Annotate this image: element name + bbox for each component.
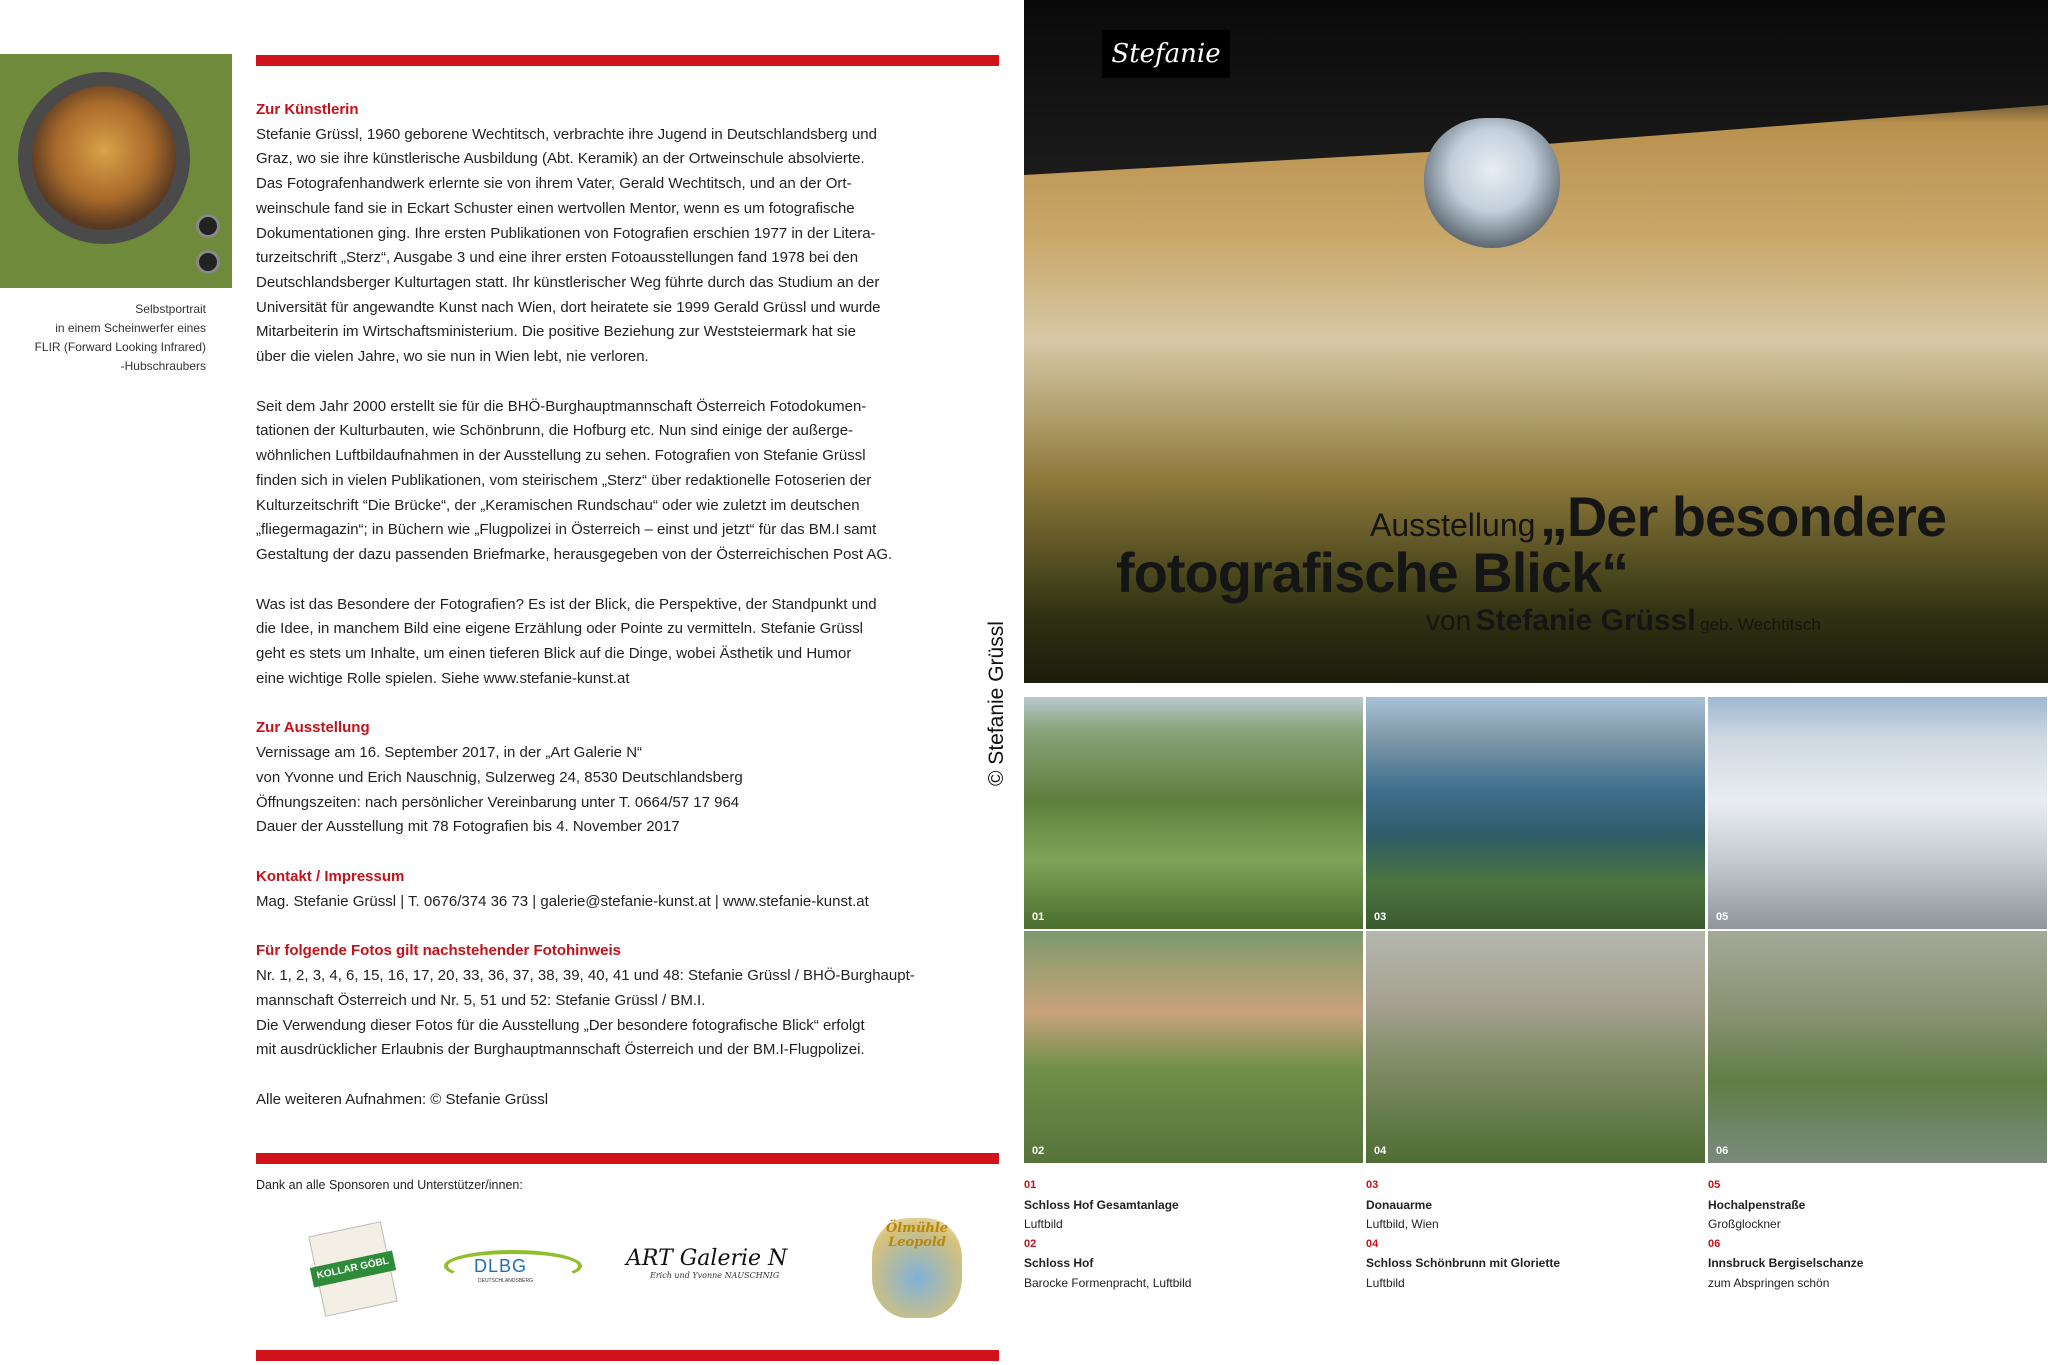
photo-number: 02 (1032, 1145, 1045, 1157)
text-line: Universität für angewandte Kunst nach Wien, dort heiratete sie 1999 Gerald Grüssl und wurde (256, 298, 881, 316)
self-portrait-photo (0, 54, 232, 288)
searchlight-knob (196, 214, 220, 238)
article-text (256, 98, 936, 1113)
caption-title: Schloss Hof (1024, 1256, 1094, 1270)
caption-line: in einem Scheinwerfer eines (55, 321, 206, 335)
caption-title: Donauarme (1366, 1197, 1433, 1212)
section-heading: Kontakt / Impressum (256, 867, 405, 885)
kollar-goebl-band: KOLLAR GÖBL (310, 1250, 396, 1287)
text-line: Kulturzeitschrift “Die Brücke“, der „Keramischen Rundschau“ oder wie zuletzt im deutschen (256, 496, 860, 514)
aerial-photo-02 (1024, 931, 1363, 1163)
text-line: Vernissage am 16. September 2017, in der „Art Galerie N“ (256, 744, 643, 762)
dlbg-subtext: DEUTSCHLANDSBERG (478, 1278, 534, 1284)
text-line: Öffnungszeiten: nach persönlicher Vereinbarung unter T. 0664/57 17 964 (256, 793, 740, 811)
caption-column (1366, 1176, 1696, 1293)
photo-number: 05 (1716, 911, 1729, 923)
searchlight-ring (18, 72, 190, 244)
aerial-photo-03 (1366, 697, 1705, 929)
section-heading: Zur Ausstellung (256, 719, 370, 737)
text-line: Dauer der Ausstellung mit 78 Fotografien bis 4. November 2017 (256, 818, 680, 836)
section-heading: Für folgende Fotos gilt nachstehender Fotohinweis (256, 942, 622, 960)
caption-subtitle: Großglockner (1708, 1217, 1781, 1231)
top-red-bar (256, 55, 999, 66)
dlbg-logo (444, 1248, 584, 1288)
aerial-photo-01 (1024, 697, 1363, 929)
portrait-caption (6, 300, 206, 376)
caption-title: Hochalpenstraße (1708, 1197, 1806, 1212)
middle-red-bar (256, 1153, 999, 1164)
byline-maiden-name: geb. Wechtitsch (1700, 615, 1821, 634)
byline-artist: Stefanie Grüssl (1475, 604, 1696, 637)
text-line: Mag. Stefanie Grüssl | T. 0676/374 36 73 | galerie@stefanie-kunst.at | www.stefanie-kunst.at (256, 892, 869, 910)
cover-photo (1024, 0, 2048, 683)
thanks-line: Dank an alle Sponsoren und Unterstützer/innen: (256, 1178, 523, 1192)
caption-line: -Hubschraubers (120, 359, 206, 373)
photo-number: 01 (1032, 911, 1045, 923)
text-line: turzeitschrift „Sterz“, Ausgabe 3 und eine ihrer ersten Fotoausstellungen fand 1978 bei den (256, 249, 859, 267)
art-galerie-logo (626, 1246, 836, 1286)
title-prefix: Ausstellung (1369, 507, 1536, 543)
caption-subtitle: Luftbild (1366, 1275, 1405, 1290)
byline-von: von (1426, 605, 1472, 636)
caption-number: 01 (1024, 1179, 1037, 1191)
text-line: eine wichtige Rolle spielen. Siehe www.stefanie-kunst.at (256, 669, 630, 687)
text-line: Stefanie Grüssl, 1960 geborene Wechtitsch, verbrachte ihre Jugend in Deutschlandsberg und (256, 125, 877, 143)
text-line: wöhnlichen Luftbildaufnahmen in der Ausstellung zu sehen. Fotografien von Stefanie Grüssl (256, 447, 866, 465)
aerial-photo-05 (1708, 697, 2047, 929)
text-line: Alle weiteren Aufnahmen: © Stefanie Grüssl (256, 1090, 549, 1108)
title-main-2: fotografische Blick“ (1116, 541, 1629, 604)
art-galerie-subtext: Erich und Yvonne NAUSCHNIG (650, 1271, 780, 1280)
oelmuehle-leopold-logo (872, 1218, 962, 1318)
caption-title: Schloss Schönbrunn mit Gloriette (1366, 1256, 1561, 1270)
aerial-photo-04 (1366, 931, 1705, 1163)
caption-line: Selbstportrait (135, 302, 206, 316)
text-line: Was ist das Besondere der Fotografien? Es ist der Blick, die Perspektive, der Standpunkt und (256, 595, 877, 613)
text-line: Die Verwendung dieser Fotos für die Ausstellung „Der besondere fotografische Blick“ erfolgt (256, 1016, 865, 1034)
vertical-copyright: © Stefanie Grüssl (985, 621, 1008, 786)
art-galerie-text: ART Galerie N (626, 1246, 788, 1271)
text-line: geht es stets um Inhalte, um einen tieferen Blick auf die Dinge, wobei Ästhetik und Humor (256, 645, 852, 663)
caption-subtitle: Luftbild, Wien (1366, 1217, 1439, 1231)
text-line: finden sich in vielen Publikationen, vom steirischem „Sterz“ über redaktionelle Fotoserien der (256, 471, 872, 489)
text-line: Deutschlandsberger Kulturtagen statt. Ihr künstlerischer Weg führte durch das Studium an der (256, 273, 880, 291)
bottom-red-bar (256, 1350, 999, 1361)
title-byline (1426, 604, 1821, 638)
caption-column (1024, 1176, 1354, 1293)
text-line: weinschule fand sie in Eckart Schuster einen wertvollen Mentor, wenn es um fotografische (256, 199, 855, 217)
caption-line: FLIR (Forward Looking Infrared) (34, 340, 206, 354)
photo-number: 03 (1374, 911, 1387, 923)
caption-number: 06 (1708, 1237, 1721, 1250)
text-line: Gestaltung der dazu passenden Briefmarke, herausgegeben von der Österreichischen Post AG. (256, 545, 893, 563)
water-drop (1424, 118, 1560, 248)
caption-number: 04 (1366, 1237, 1379, 1250)
text-line: Das Fotografenhandwerk erlernte sie von ihrem Vater, Gerald Wechtitsch, und an der Ort- (256, 175, 852, 193)
caption-number: 03 (1366, 1179, 1379, 1191)
section-heading: Zur Künstlerin (256, 101, 359, 118)
text-line: über die vielen Jahre, wo sie nun in Wien lebt, nie verloren. (256, 348, 649, 366)
text-line: die Idee, in manchem Bild eine eigene Erzählung oder Pointe zu vermitteln. Stefanie Grüssl (256, 620, 864, 638)
text-line: tationen der Kulturbauten, wie Schönbrunn, die Hofburg etc. Nun sind einige der außerge- (256, 422, 854, 440)
text-line: „fliegermagazin“; in Büchern wie „Flugpolizei in Österreich – einst und jetzt“ für das BM.I samt (256, 521, 877, 539)
oelmuehle-text: Ölmühle Leopold (885, 1221, 949, 1250)
text-line: von Yvonne und Erich Nauschnig, Sulzerweg 24, 8530 Deutschlandsberg (256, 768, 743, 786)
title-main-1: „Der besondere (1539, 485, 1946, 548)
kollar-goebl-logo (308, 1221, 397, 1317)
caption-title: Schloss Hof Gesamtanlage (1024, 1197, 1179, 1212)
aerial-photo-06 (1708, 931, 2047, 1163)
caption-number: 05 (1708, 1179, 1721, 1191)
text-line: Seit dem Jahr 2000 erstellt sie für die BHÖ-Burghauptmannschaft Österreich Fotodokumen- (256, 397, 867, 415)
text-line: Mitarbeiterin im Wirtschaftsministerium. Die positive Beziehung zur Weststeiermark hat sie (256, 323, 856, 341)
dlbg-text: DLBG (474, 1256, 528, 1276)
caption-title: Innsbruck Bergiselschanze (1708, 1256, 1864, 1270)
caption-subtitle: Barocke Formenpracht, Luftbild (1024, 1275, 1192, 1290)
caption-subtitle: zum Abspringen schön (1708, 1275, 1830, 1290)
caption-column (1708, 1176, 2038, 1293)
photo-number: 06 (1716, 1145, 1729, 1157)
text-line: mit ausdrücklicher Erlaubnis der Burghauptmannschaft Österreich und der BM.I-Flugpolizei. (256, 1041, 865, 1059)
signature-logo: Stefanie (1102, 30, 1230, 78)
text-line: Nr. 1, 2, 3, 4, 6, 15, 16, 17, 20, 33, 36, 37, 38, 39, 40, 41 und 48: Stefanie Grüssl / BHÖ-Burghaupt- (256, 967, 915, 985)
caption-subtitle: Luftbild (1024, 1217, 1063, 1231)
photo-number: 04 (1374, 1145, 1387, 1157)
caption-number: 02 (1024, 1237, 1037, 1250)
text-line: mannschaft Österreich und Nr. 5, 51 und 52: Stefanie Grüssl / BM.I. (256, 991, 706, 1009)
text-line: Graz, wo sie ihre künstlerische Ausbildung (Abt. Keramik) an der Ortweinschule absolvierte. (256, 150, 865, 168)
searchlight-knob (196, 250, 220, 274)
text-line: Dokumentationen ging. Ihre ersten Publikationen von Fotografien erschien 1977 in der Litera- (256, 224, 876, 242)
